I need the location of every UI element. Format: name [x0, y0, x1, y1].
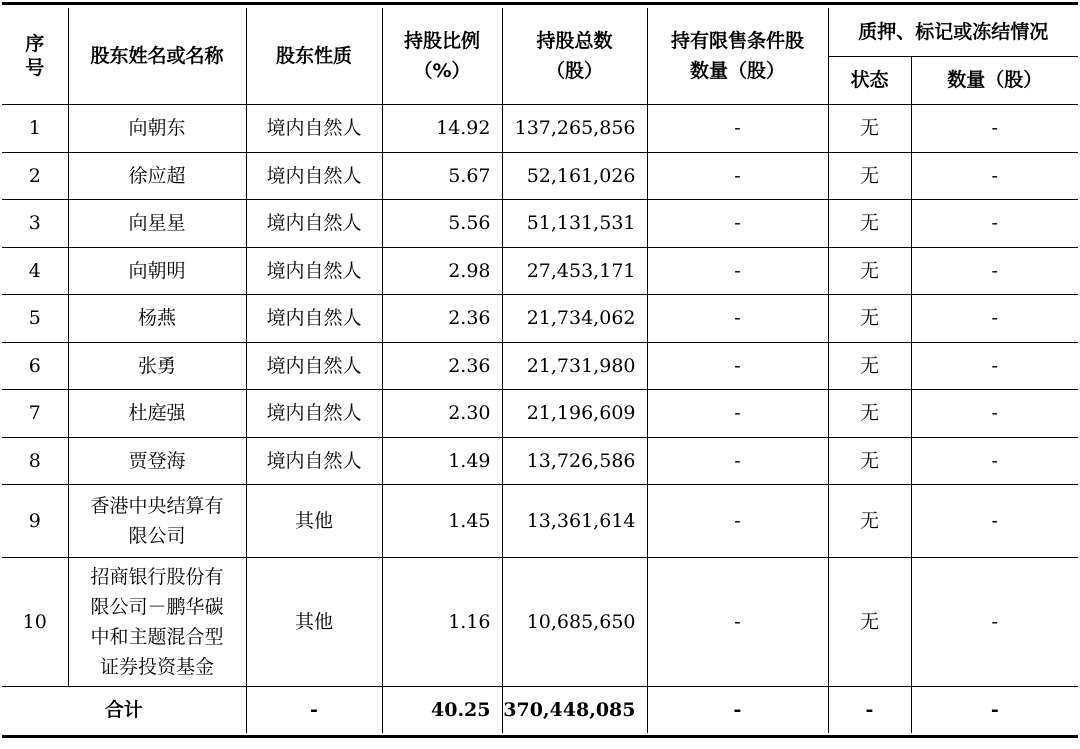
table-row	[2, 247, 1078, 294]
cell-pledge-qty: -	[911, 199, 1078, 247]
cell-ratio: 1.49	[382, 437, 502, 484]
cell-pledge-qty: -	[911, 557, 1078, 686]
shareholder-table-container	[2, 2, 1078, 738]
cell-shares: 52,161,026	[502, 152, 647, 199]
header-restricted: 持有限售条件股数量（股）	[647, 8, 828, 104]
total-row	[2, 686, 1078, 733]
cell-ratio: 14.92	[382, 104, 502, 152]
total-label: 合计	[2, 686, 246, 733]
cell-name: 贾登海	[68, 437, 246, 484]
cell-pledge-qty: -	[911, 247, 1078, 294]
cell-name-text: 招商银行股份有限公司－鹏华碳中和主题混合型证券投资基金	[90, 565, 224, 678]
cell-pledge-qty: -	[911, 342, 1078, 389]
cell-pledge-status: 无	[828, 557, 911, 686]
header-ratio: 持股比例（%）	[382, 8, 502, 104]
cell-ratio: 2.30	[382, 389, 502, 437]
cell-shares: 10,685,650	[502, 557, 647, 686]
cell-index: 5	[2, 294, 68, 342]
cell-pledge-qty: -	[911, 484, 1078, 557]
cell-index: 2	[2, 152, 68, 199]
cell-name-text: 香港中央结算有限公司	[90, 494, 224, 547]
cell-index: 9	[2, 484, 68, 557]
cell-name	[68, 484, 246, 557]
table-row	[2, 389, 1078, 437]
cell-pledge-qty: -	[911, 104, 1078, 152]
cell-type: 境内自然人	[246, 294, 382, 342]
header-type: 股东性质	[246, 8, 382, 104]
cell-restricted: -	[647, 199, 828, 247]
cell-restricted: -	[647, 152, 828, 199]
cell-ratio: 2.36	[382, 294, 502, 342]
total-ratio: 40.25	[382, 686, 502, 733]
total-status: -	[828, 686, 911, 733]
cell-restricted: -	[647, 389, 828, 437]
cell-index: 1	[2, 104, 68, 152]
cell-name: 向星星	[68, 199, 246, 247]
cell-restricted: -	[647, 342, 828, 389]
cell-type: 其他	[246, 484, 382, 557]
header-index: 序号	[2, 8, 68, 104]
cell-ratio: 1.16	[382, 557, 502, 686]
cell-type: 境内自然人	[246, 247, 382, 294]
cell-type: 境内自然人	[246, 199, 382, 247]
cell-type: 境内自然人	[246, 342, 382, 389]
cell-pledge-status: 无	[828, 247, 911, 294]
cell-pledge-status: 无	[828, 389, 911, 437]
header-name: 股东姓名或名称	[68, 8, 246, 104]
cell-pledge-qty: -	[911, 294, 1078, 342]
cell-ratio: 5.56	[382, 199, 502, 247]
cell-shares: 13,726,586	[502, 437, 647, 484]
cell-restricted: -	[647, 294, 828, 342]
cell-name: 杨燕	[68, 294, 246, 342]
cell-index: 7	[2, 389, 68, 437]
table-row	[2, 484, 1078, 557]
shareholder-table	[2, 8, 1078, 733]
cell-restricted: -	[647, 104, 828, 152]
cell-name	[68, 557, 246, 686]
top-double-rule	[2, 2, 1078, 5]
cell-index: 4	[2, 247, 68, 294]
cell-shares: 27,453,171	[502, 247, 647, 294]
table-row	[2, 294, 1078, 342]
cell-pledge-status: 无	[828, 342, 911, 389]
cell-index: 8	[2, 437, 68, 484]
cell-type: 其他	[246, 557, 382, 686]
cell-pledge-status: 无	[828, 484, 911, 557]
total-restricted: -	[647, 686, 828, 733]
cell-type: 境内自然人	[246, 104, 382, 152]
cell-restricted: -	[647, 557, 828, 686]
cell-shares: 13,361,614	[502, 484, 647, 557]
table-body	[2, 104, 1078, 686]
cell-pledge-status: 无	[828, 294, 911, 342]
cell-shares: 21,734,062	[502, 294, 647, 342]
cell-restricted: -	[647, 437, 828, 484]
cell-shares: 137,265,856	[502, 104, 647, 152]
cell-index: 6	[2, 342, 68, 389]
cell-pledge-status: 无	[828, 152, 911, 199]
table-row	[2, 342, 1078, 389]
header-shares: 持股总数（股）	[502, 8, 647, 104]
cell-ratio: 1.45	[382, 484, 502, 557]
cell-type: 境内自然人	[246, 437, 382, 484]
cell-index: 3	[2, 199, 68, 247]
cell-shares: 51,131,531	[502, 199, 647, 247]
cell-ratio: 2.36	[382, 342, 502, 389]
cell-index: 10	[2, 557, 68, 686]
cell-restricted: -	[647, 484, 828, 557]
table-row	[2, 557, 1078, 686]
table-row	[2, 152, 1078, 199]
header-pledge-qty: 数量（股）	[911, 56, 1078, 104]
cell-name: 向朝明	[68, 247, 246, 294]
cell-shares: 21,196,609	[502, 389, 647, 437]
total-qty: -	[911, 686, 1078, 733]
cell-ratio: 2.98	[382, 247, 502, 294]
cell-name: 杜庭强	[68, 389, 246, 437]
cell-pledge-status: 无	[828, 199, 911, 247]
cell-name: 张勇	[68, 342, 246, 389]
cell-type: 境内自然人	[246, 389, 382, 437]
table-row	[2, 199, 1078, 247]
header-pledge-status: 状态	[828, 56, 911, 104]
header-pledge-group: 质押、标记或冻结情况	[828, 8, 1078, 56]
table-row	[2, 437, 1078, 484]
total-shares: 370,448,085	[502, 686, 647, 733]
header-row-1	[2, 8, 1078, 56]
cell-restricted: -	[647, 247, 828, 294]
cell-pledge-qty: -	[911, 152, 1078, 199]
cell-pledge-qty: -	[911, 389, 1078, 437]
cell-name: 向朝东	[68, 104, 246, 152]
cell-name: 徐应超	[68, 152, 246, 199]
cell-ratio: 5.67	[382, 152, 502, 199]
cell-pledge-status: 无	[828, 104, 911, 152]
cell-pledge-status: 无	[828, 437, 911, 484]
cell-shares: 21,731,980	[502, 342, 647, 389]
bottom-double-rule	[2, 735, 1078, 738]
table-row	[2, 104, 1078, 152]
total-type: -	[246, 686, 382, 733]
cell-type: 境内自然人	[246, 152, 382, 199]
cell-pledge-qty: -	[911, 437, 1078, 484]
